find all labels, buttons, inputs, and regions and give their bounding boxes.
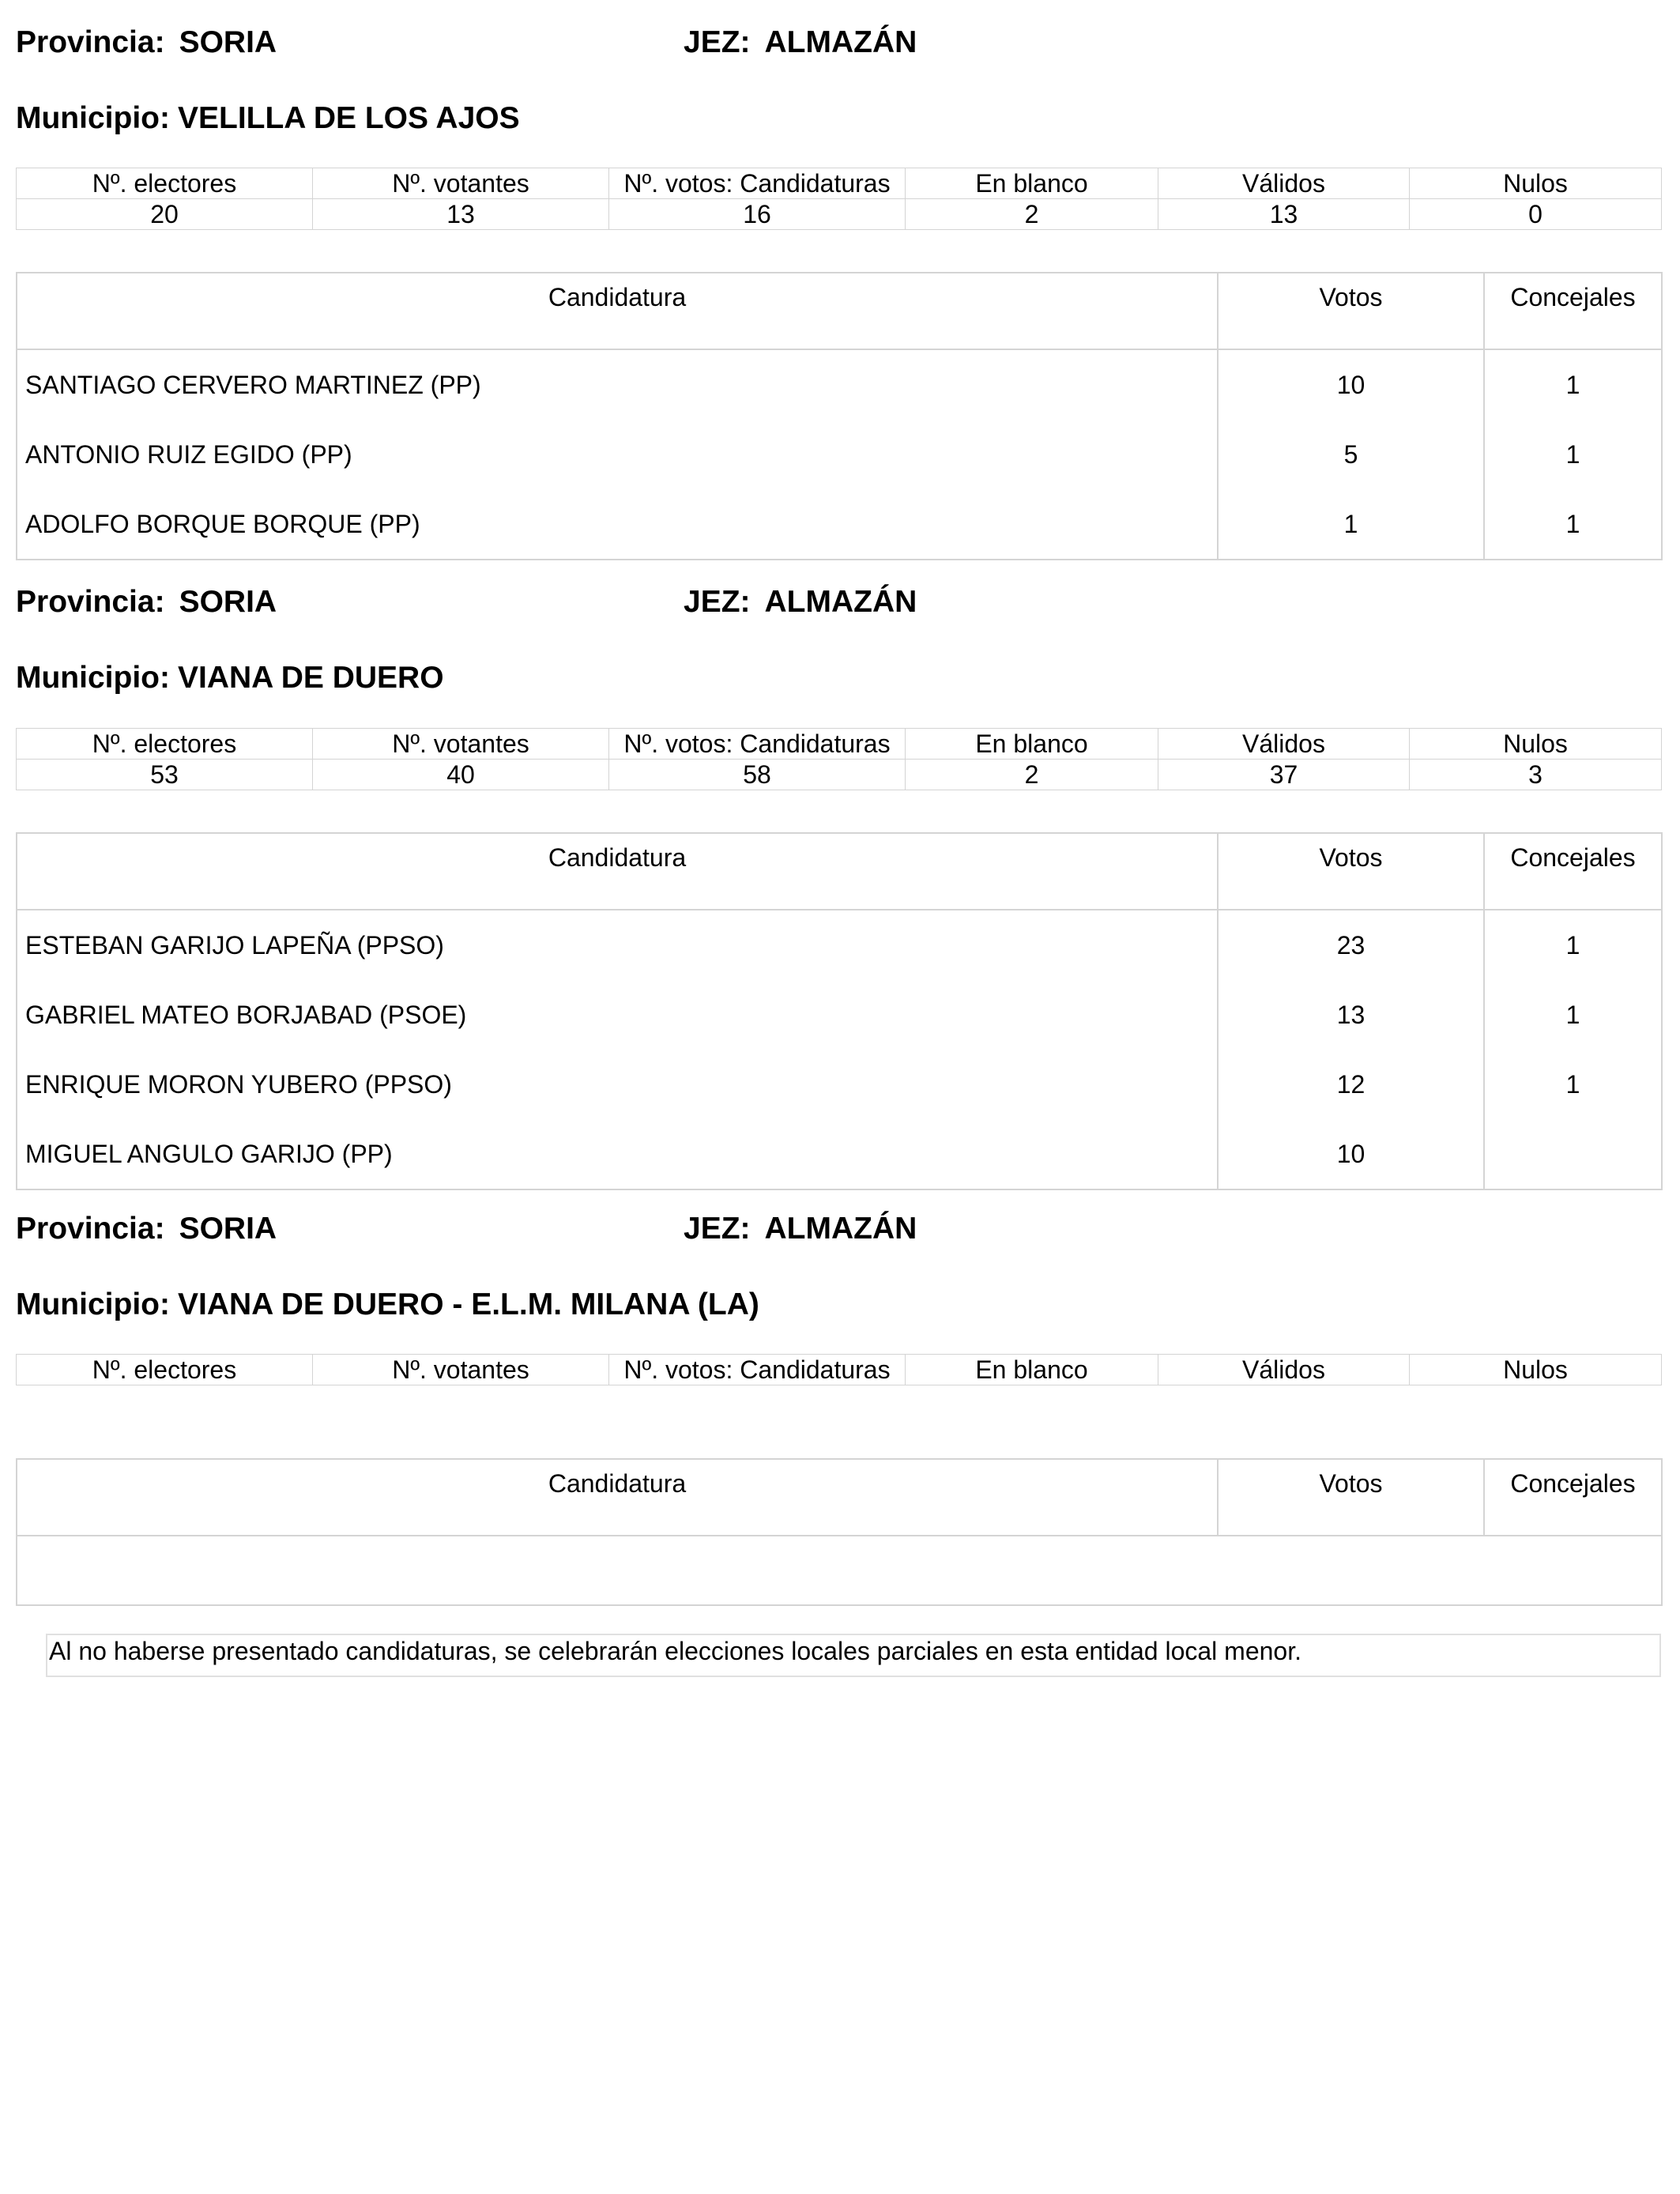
provincia-heading <box>16 25 277 60</box>
candidatura-header: Candidatura <box>17 1459 1218 1536</box>
candidate-concejales: 1 <box>1484 1050 1662 1119</box>
stats-header: Nº. votantes <box>313 1355 609 1385</box>
stats-value: 2 <box>906 199 1158 230</box>
stats-header: En blanco <box>906 1355 1158 1385</box>
stats-value: 0 <box>1410 199 1662 230</box>
stats-header: Válidos <box>1158 168 1410 199</box>
candidate-concejales: 1 <box>1484 980 1662 1050</box>
candidate-row <box>17 349 1662 420</box>
stats-value: 13 <box>313 199 609 230</box>
stats-header-row <box>17 729 1662 760</box>
stats-value: 58 <box>609 760 906 790</box>
municipio-heading <box>16 1287 759 1322</box>
stats-value-row <box>17 199 1662 230</box>
candidate-row <box>17 1119 1662 1189</box>
votos-header: Votos <box>1218 1459 1484 1536</box>
stats-header: Nulos <box>1410 1355 1662 1385</box>
concejales-header: Concejales <box>1484 273 1662 349</box>
jez-heading <box>684 585 917 620</box>
provincia-label: Provincia: <box>16 25 165 59</box>
candidate-votos: 10 <box>1218 1119 1484 1189</box>
jez-heading <box>684 25 917 60</box>
stats-table <box>16 1354 1662 1385</box>
stats-header: Nº. electores <box>17 1355 313 1385</box>
empty-cell <box>1218 1536 1484 1605</box>
candidate-concejales: 1 <box>1484 910 1662 980</box>
stats-header: En blanco <box>906 729 1158 760</box>
stats-header-row <box>17 1355 1662 1385</box>
stats-header: Nulos <box>1410 168 1662 199</box>
jez-label: JEZ: <box>684 1212 751 1246</box>
candidates-table <box>16 272 1663 560</box>
candidatura-header: Candidatura <box>17 833 1218 910</box>
candidates-header-row <box>17 1459 1662 1536</box>
stats-header: Válidos <box>1158 729 1410 760</box>
stats-header: Nº. electores <box>17 168 313 199</box>
stats-header: Nº. votantes <box>313 168 609 199</box>
provincia-heading <box>16 585 277 620</box>
candidate-name: MIGUEL ANGULO GARIJO (PP) <box>25 1139 393 1168</box>
votos-header: Votos <box>1218 273 1484 349</box>
candidates-table <box>16 832 1663 1190</box>
candidate-name: SANTIAGO CERVERO MARTINEZ (PP) <box>25 370 481 399</box>
candidate-votos: 5 <box>1218 420 1484 489</box>
stats-header: Válidos <box>1158 1355 1410 1385</box>
jez-label: JEZ: <box>684 25 751 59</box>
jez-value: ALMAZÁN <box>764 25 917 59</box>
stats-table <box>16 728 1662 790</box>
stats-table <box>16 168 1662 230</box>
provincia-value: SORIA <box>179 25 277 59</box>
candidate-votos: 13 <box>1218 980 1484 1050</box>
municipio-value: VELILLA DE LOS AJOS <box>177 101 520 135</box>
municipio-heading <box>16 101 520 136</box>
candidate-votos: 1 <box>1218 489 1484 560</box>
stats-header: Nº. electores <box>17 729 313 760</box>
candidate-row <box>17 420 1662 489</box>
candidate-name: GABRIEL MATEO BORJABAD (PSOE) <box>25 1000 467 1029</box>
jez-value: ALMAZÁN <box>764 1212 917 1246</box>
stats-value: 40 <box>313 760 609 790</box>
stats-header: Nº. votos: Candidaturas <box>609 168 906 199</box>
jez-heading <box>684 1212 917 1246</box>
stats-value: 20 <box>17 199 313 230</box>
stats-header: Nº. votantes <box>313 729 609 760</box>
stats-value: 13 <box>1158 199 1410 230</box>
candidate-votos: 12 <box>1218 1050 1484 1119</box>
provincia-value: SORIA <box>179 585 277 619</box>
concejales-header: Concejales <box>1484 1459 1662 1536</box>
concejales-header: Concejales <box>1484 833 1662 910</box>
candidate-name: ANTONIO RUIZ EGIDO (PP) <box>25 439 352 469</box>
candidatura-header: Candidatura <box>17 273 1218 349</box>
stats-value: 2 <box>906 760 1158 790</box>
candidate-concejales: 1 <box>1484 489 1662 560</box>
stats-value-row <box>17 760 1662 790</box>
municipio-value: VIANA DE DUERO <box>177 661 444 695</box>
candidate-row <box>17 1050 1662 1119</box>
stats-header: Nº. votos: Candidaturas <box>609 1355 906 1385</box>
provincia-value: SORIA <box>179 1212 277 1246</box>
stats-value: 37 <box>1158 760 1410 790</box>
provincia-label: Provincia: <box>16 585 165 619</box>
candidate-concejales <box>1484 1119 1662 1189</box>
candidates-table <box>16 1458 1663 1606</box>
municipio-value: VIANA DE DUERO - E.L.M. MILANA (LA) <box>177 1287 759 1321</box>
stats-header-row <box>17 168 1662 199</box>
candidate-name: ENRIQUE MORON YUBERO (PPSO) <box>25 1069 452 1099</box>
candidate-row <box>17 980 1662 1050</box>
candidate-row <box>17 910 1662 980</box>
votos-header: Votos <box>1218 833 1484 910</box>
stats-header: En blanco <box>906 168 1158 199</box>
empty-candidate-row <box>17 1536 1662 1605</box>
municipio-label: Municipio: <box>16 661 170 695</box>
candidate-name: ESTEBAN GARIJO LAPEÑA (PPSO) <box>25 930 444 959</box>
candidate-row <box>17 489 1662 560</box>
candidate-votos: 10 <box>1218 349 1484 420</box>
candidate-votos: 23 <box>1218 910 1484 980</box>
candidate-name: ADOLFO BORQUE BORQUE (PP) <box>25 509 420 538</box>
stats-header: Nº. votos: Candidaturas <box>609 729 906 760</box>
candidates-header-row <box>17 273 1662 349</box>
jez-value: ALMAZÁN <box>764 585 917 619</box>
candidate-concejales: 1 <box>1484 349 1662 420</box>
stats-header: Nulos <box>1410 729 1662 760</box>
provincia-heading <box>16 1212 277 1246</box>
candidates-header-row <box>17 833 1662 910</box>
empty-cell <box>1484 1536 1662 1605</box>
stats-value: 3 <box>1410 760 1662 790</box>
empty-cell <box>17 1536 1218 1605</box>
municipio-label: Municipio: <box>16 101 170 135</box>
municipio-heading <box>16 661 444 696</box>
stats-value: 16 <box>609 199 906 230</box>
stats-value: 53 <box>17 760 313 790</box>
provincia-label: Provincia: <box>16 1212 165 1246</box>
candidate-concejales: 1 <box>1484 420 1662 489</box>
note-box: Al no haberse presentado candidaturas, se celebrarán elecciones locales parciales en esta entidad local menor. <box>46 1634 1661 1677</box>
municipio-label: Municipio: <box>16 1287 170 1321</box>
jez-label: JEZ: <box>684 585 751 619</box>
